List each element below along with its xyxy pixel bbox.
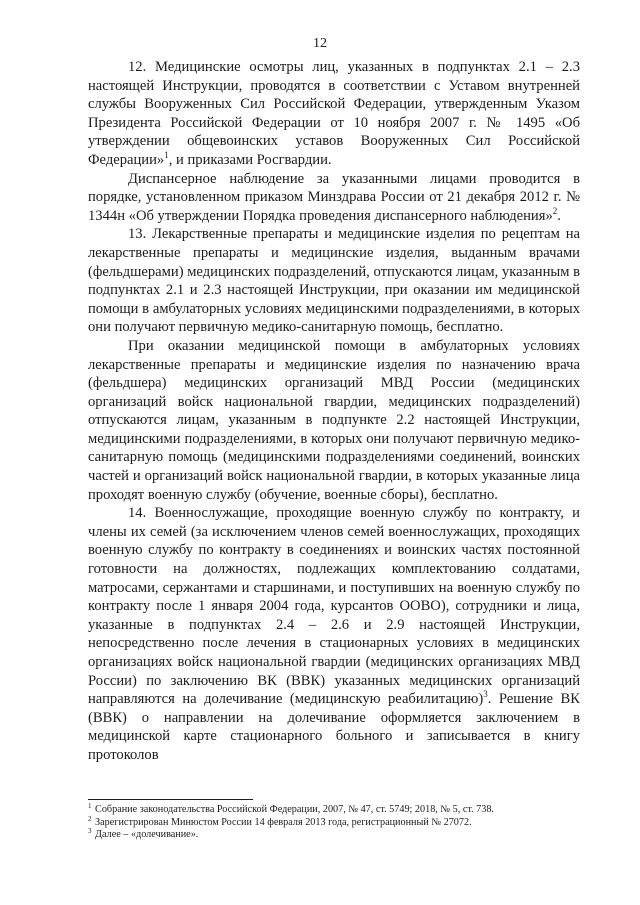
paragraph-12 [88,58,580,170]
footnote-ref: 2 [552,205,558,216]
footnote-text: Далее – «долечивание». [95,829,199,841]
paragraph-text: 13. Лекарственные препараты и медицинские изделия по рецептам на лекарственные препараты и медицинские изделия, выданным врачами (фельдшерами) медицинских подразделений, отпускаются лицам, указанным в подпунктах 2.1 и 2.3 настоящей Инструкции, при оказании им медицинской помощи в амбулаторных условиях медицинскими подразделениями, в которых они получают первичную медико-санитарную помощь, бесплатно. [88,226,580,336]
footnote-3 [88,829,580,842]
footnote-divider [88,799,253,800]
paragraph-13 [88,225,580,337]
footnote-1 [88,804,580,817]
paragraph-outpatient [88,337,580,504]
page-number: 12 [313,36,327,51]
body-text [88,58,580,765]
footnotes [88,804,580,842]
footnote-ref: 1 [164,149,169,160]
paragraph-tail: , и приказами Росгвардии. [168,151,332,168]
footnote-text: Собрание законодательства Российской Федерации, 2007, № 47, ст. 5749; 2018, № 5, ст. 738. [95,804,494,815]
paragraph-tail: . Решение ВК (ВВК) о направлении на долечивание оформляется заключением в медицинской карте стационарного больного и записывается в книгу протоколов [88,691,580,763]
paragraph-text: 14. Военнослужащие, проходящие военную службу по контракту, и члены их семей (за исключением членов семей военнослужащих, проходящих военную службу по контракту в соединениях и воинских частях постоянной готовности на должностях, подлежащих комплектованию солдатами, матросами, сержантами и старшинами, и поступивших на военную службу по контракту после 1 января 2004 года, курсантов ООВО), сотрудники и лица, указанные в подпунктах 2.4 – 2.6 и 2.9 настоящей Инструкции, непосредственно после лечения в стационарных условиях в медицинских организациях войск национальной гвардии (медицинских организациях МВД России) по заключению ВК (ВВК) указанных медицинских организаций направляются на долечивание (медицинскую реабилитацию) [88,505,580,708]
paragraph-text: Диспансерное наблюдение за указанными лицами проводится в порядке, установленном приказом Минздрава России от 21 декабря 2012 г. № 1344н «Об утверждении Порядка проведения диспансерного наблюдения» [88,170,580,224]
footnote-ref: 3 [483,689,488,700]
paragraph-text: При оказании медицинской помощи в амбулаторных условиях лекарственные препараты и медицинские изделия по назначению врача (фельдшера) медицинских организаций МВД России (медицинских организаций войск национальной гвардии, медицинских подразделений) отпускаются лицам, указанным в подпункте 2.2 настоящей Инструкции, медицинскими подразделениями, в которых они получают первичную медико-санитарную помощь (медицинскими подразделениями соединений, воинских частей и организаций войск национальной гвардии, в которых указанные лица проходят военную службу (обучение, военные сборы), бесплатно. [88,337,580,503]
footnote-text: Зарегистрирован Минюстом России 14 февраля 2013 года, регистрационный № 27072. [95,816,472,828]
paragraph-tail: . [557,207,561,224]
paragraph-dispensary [88,170,580,226]
footnote-mark: 2 [88,814,92,823]
footnote-mark: 1 [88,802,92,810]
footnote-2 [88,814,580,830]
footnote-mark: 3 [88,827,92,836]
paragraph-14 [88,504,580,764]
paragraph-text: 12. Медицинские осмотры лиц, указанных в подпунктах 2.1 – 2.3 настоящей Инструкции, проводятся в соответствии с Уставом внутренней службы Вооруженных Сил Российской Федерации, утвержденным Указом Президента Российской Федерации от 10 ноября 2007 г. № 1495 «Об утверждении общевоинских уставов Вооруженных Сил Российской Федерации» [88,59,580,168]
